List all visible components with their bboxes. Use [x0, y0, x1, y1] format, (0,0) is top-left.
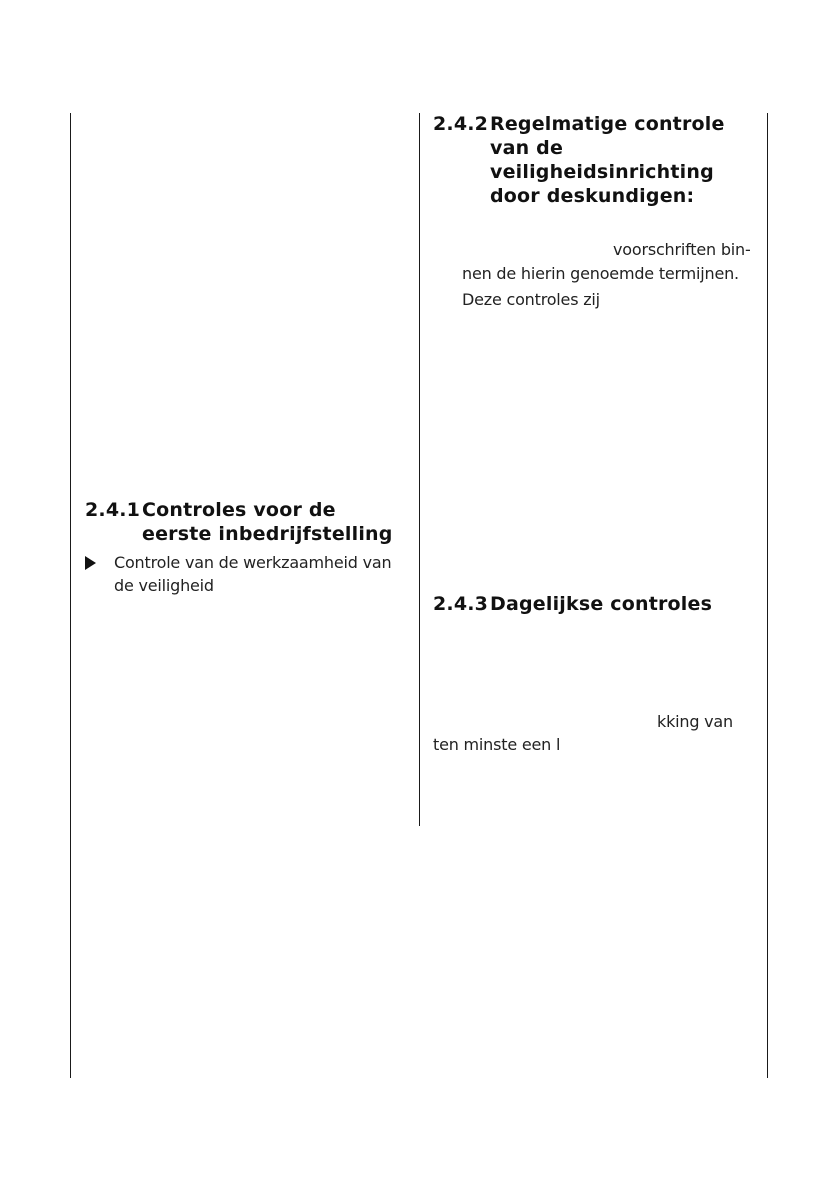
section-241-number: 2.4.1 — [85, 499, 141, 521]
section-243-fragment-2: ten minste een l — [433, 735, 561, 754]
section-242-number: 2.4.2 — [433, 113, 489, 135]
section-243-heading — [433, 592, 753, 616]
section-242-fragment-3: Deze controles zij — [462, 290, 600, 309]
right-margin-rule — [767, 113, 768, 1078]
column-divider-rule — [419, 113, 420, 826]
section-241-title: Controles voor de eerste inbedrijfstelling — [142, 499, 393, 545]
section-242-fragment-1: voorschriften bin- — [613, 240, 751, 259]
section-241-heading — [85, 498, 410, 546]
left-margin-rule — [70, 113, 71, 1078]
section-243-fragment-1: kking van — [657, 712, 733, 731]
section-243-title: Dagelijkse controles — [490, 593, 713, 615]
section-242-heading — [433, 112, 733, 208]
section-241-bullet-text: Controle van de werkzaamheid van de veiligheid — [114, 553, 392, 595]
triangle-right-icon — [85, 556, 96, 570]
section-242-title: Regelmatige controle van de veiligheidsinrichting door deskundigen: — [490, 113, 725, 207]
section-242-fragment-2: nen de hierin genoemde termijnen. — [462, 264, 739, 283]
section-243-number: 2.4.3 — [433, 593, 489, 615]
section-241-bullet — [85, 551, 400, 597]
